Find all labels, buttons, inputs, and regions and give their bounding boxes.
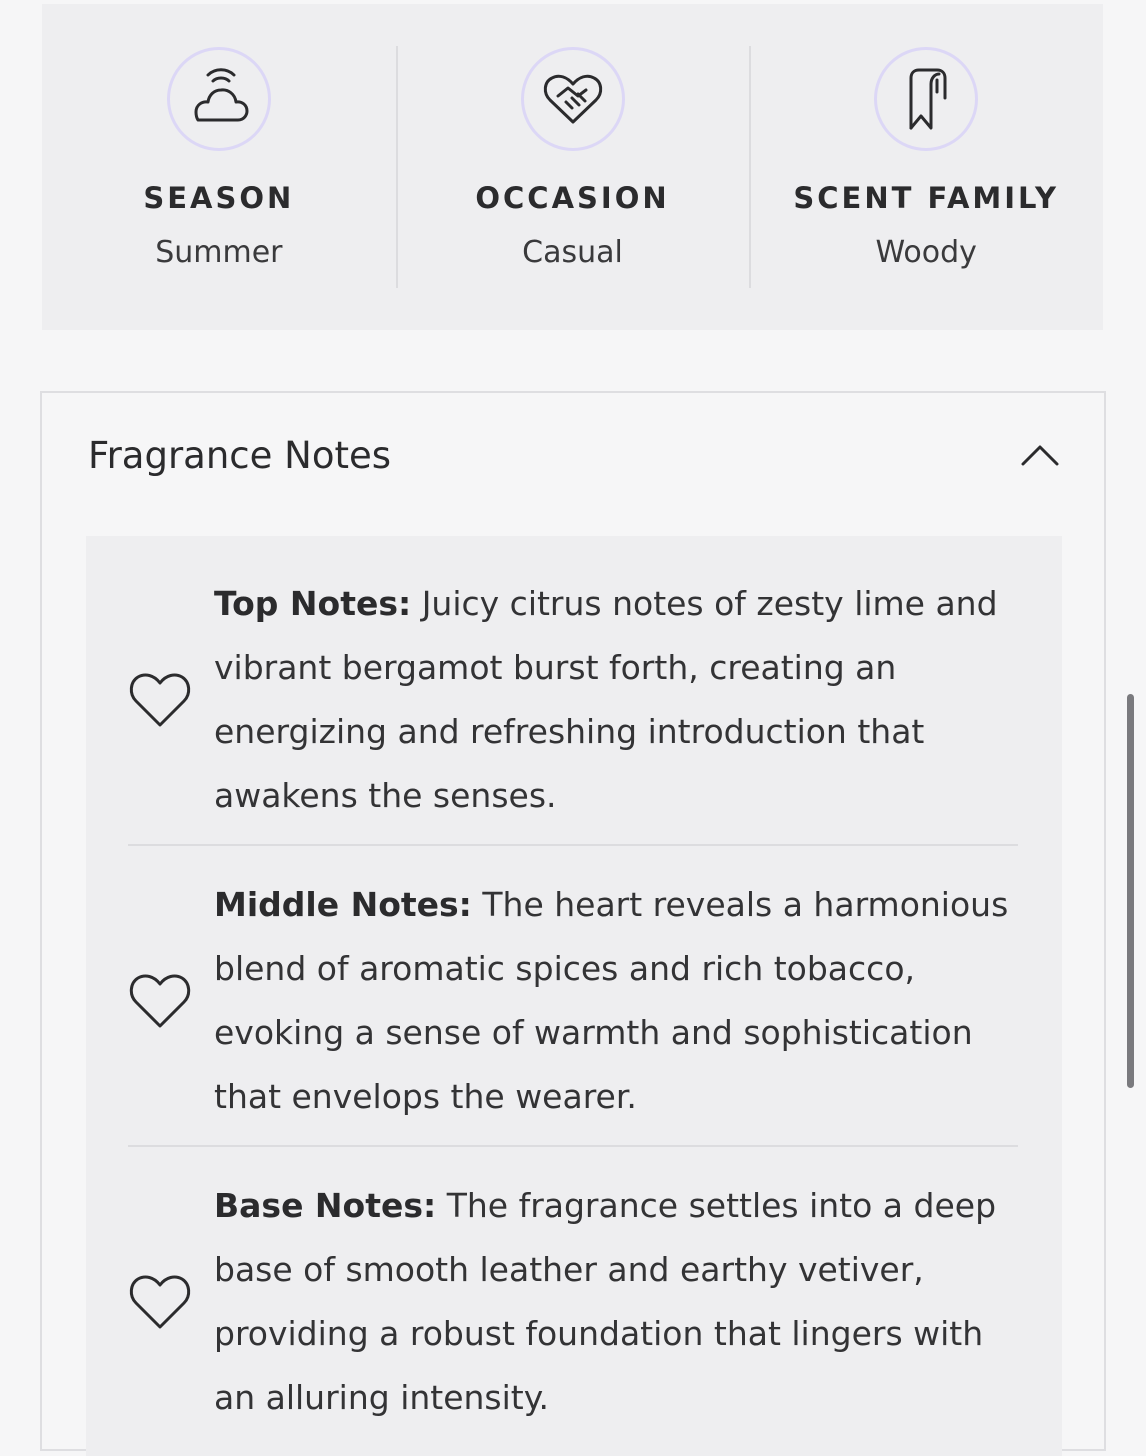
attribute-value: Woody — [875, 235, 977, 270]
note-label: Middle Notes: — [214, 885, 472, 924]
attribute-value: Casual — [522, 235, 623, 270]
scrollbar[interactable] — [1127, 694, 1134, 1088]
attribute-label: SEASON — [143, 181, 295, 215]
attribute-label: SCENT FAMILY — [793, 181, 1060, 215]
note-text — [214, 1174, 1018, 1430]
bookmark-icon — [874, 47, 978, 151]
attribute-season — [42, 4, 396, 330]
attribute-label: OCCASION — [475, 181, 670, 215]
chevron-up-icon[interactable] — [1018, 433, 1062, 477]
divider — [128, 844, 1018, 846]
accordion-header[interactable] — [88, 431, 1062, 479]
heart-icon — [128, 1273, 214, 1331]
note-text — [214, 873, 1018, 1129]
heart-icon — [128, 671, 214, 729]
attribute-occasion — [396, 4, 750, 330]
note-top — [128, 572, 1018, 828]
note-description: Juicy citrus notes of zesty lime and vibrant bergamot burst forth, creating an energizing and refreshing introduction that awakens the senses. — [214, 584, 998, 815]
note-label: Top Notes: — [214, 584, 412, 623]
handshake-heart-icon — [521, 47, 625, 151]
fragrance-notes-accordion — [40, 391, 1106, 1451]
notes-panel — [86, 536, 1062, 1456]
divider — [128, 1145, 1018, 1147]
attribute-value: Summer — [155, 235, 283, 270]
fragrance-attributes — [42, 4, 1103, 330]
heart-icon — [128, 972, 214, 1030]
note-description: The fragrance settles into a deep base of smooth leather and earthy vetiver, providing a robust foundation that lingers with an alluring intensity. — [214, 1186, 997, 1417]
note-description: The heart reveals a harmonious blend of aromatic spices and rich tobacco, evoking a sense of warmth and sophistication that envelops the wearer. — [214, 885, 1009, 1116]
cloud-icon — [167, 47, 271, 151]
note-label: Base Notes: — [214, 1186, 437, 1225]
note-middle — [128, 873, 1018, 1129]
note-base — [128, 1174, 1018, 1430]
attribute-scent-family — [749, 4, 1103, 330]
accordion-title: Fragrance Notes — [88, 433, 392, 477]
note-text — [214, 572, 1018, 828]
